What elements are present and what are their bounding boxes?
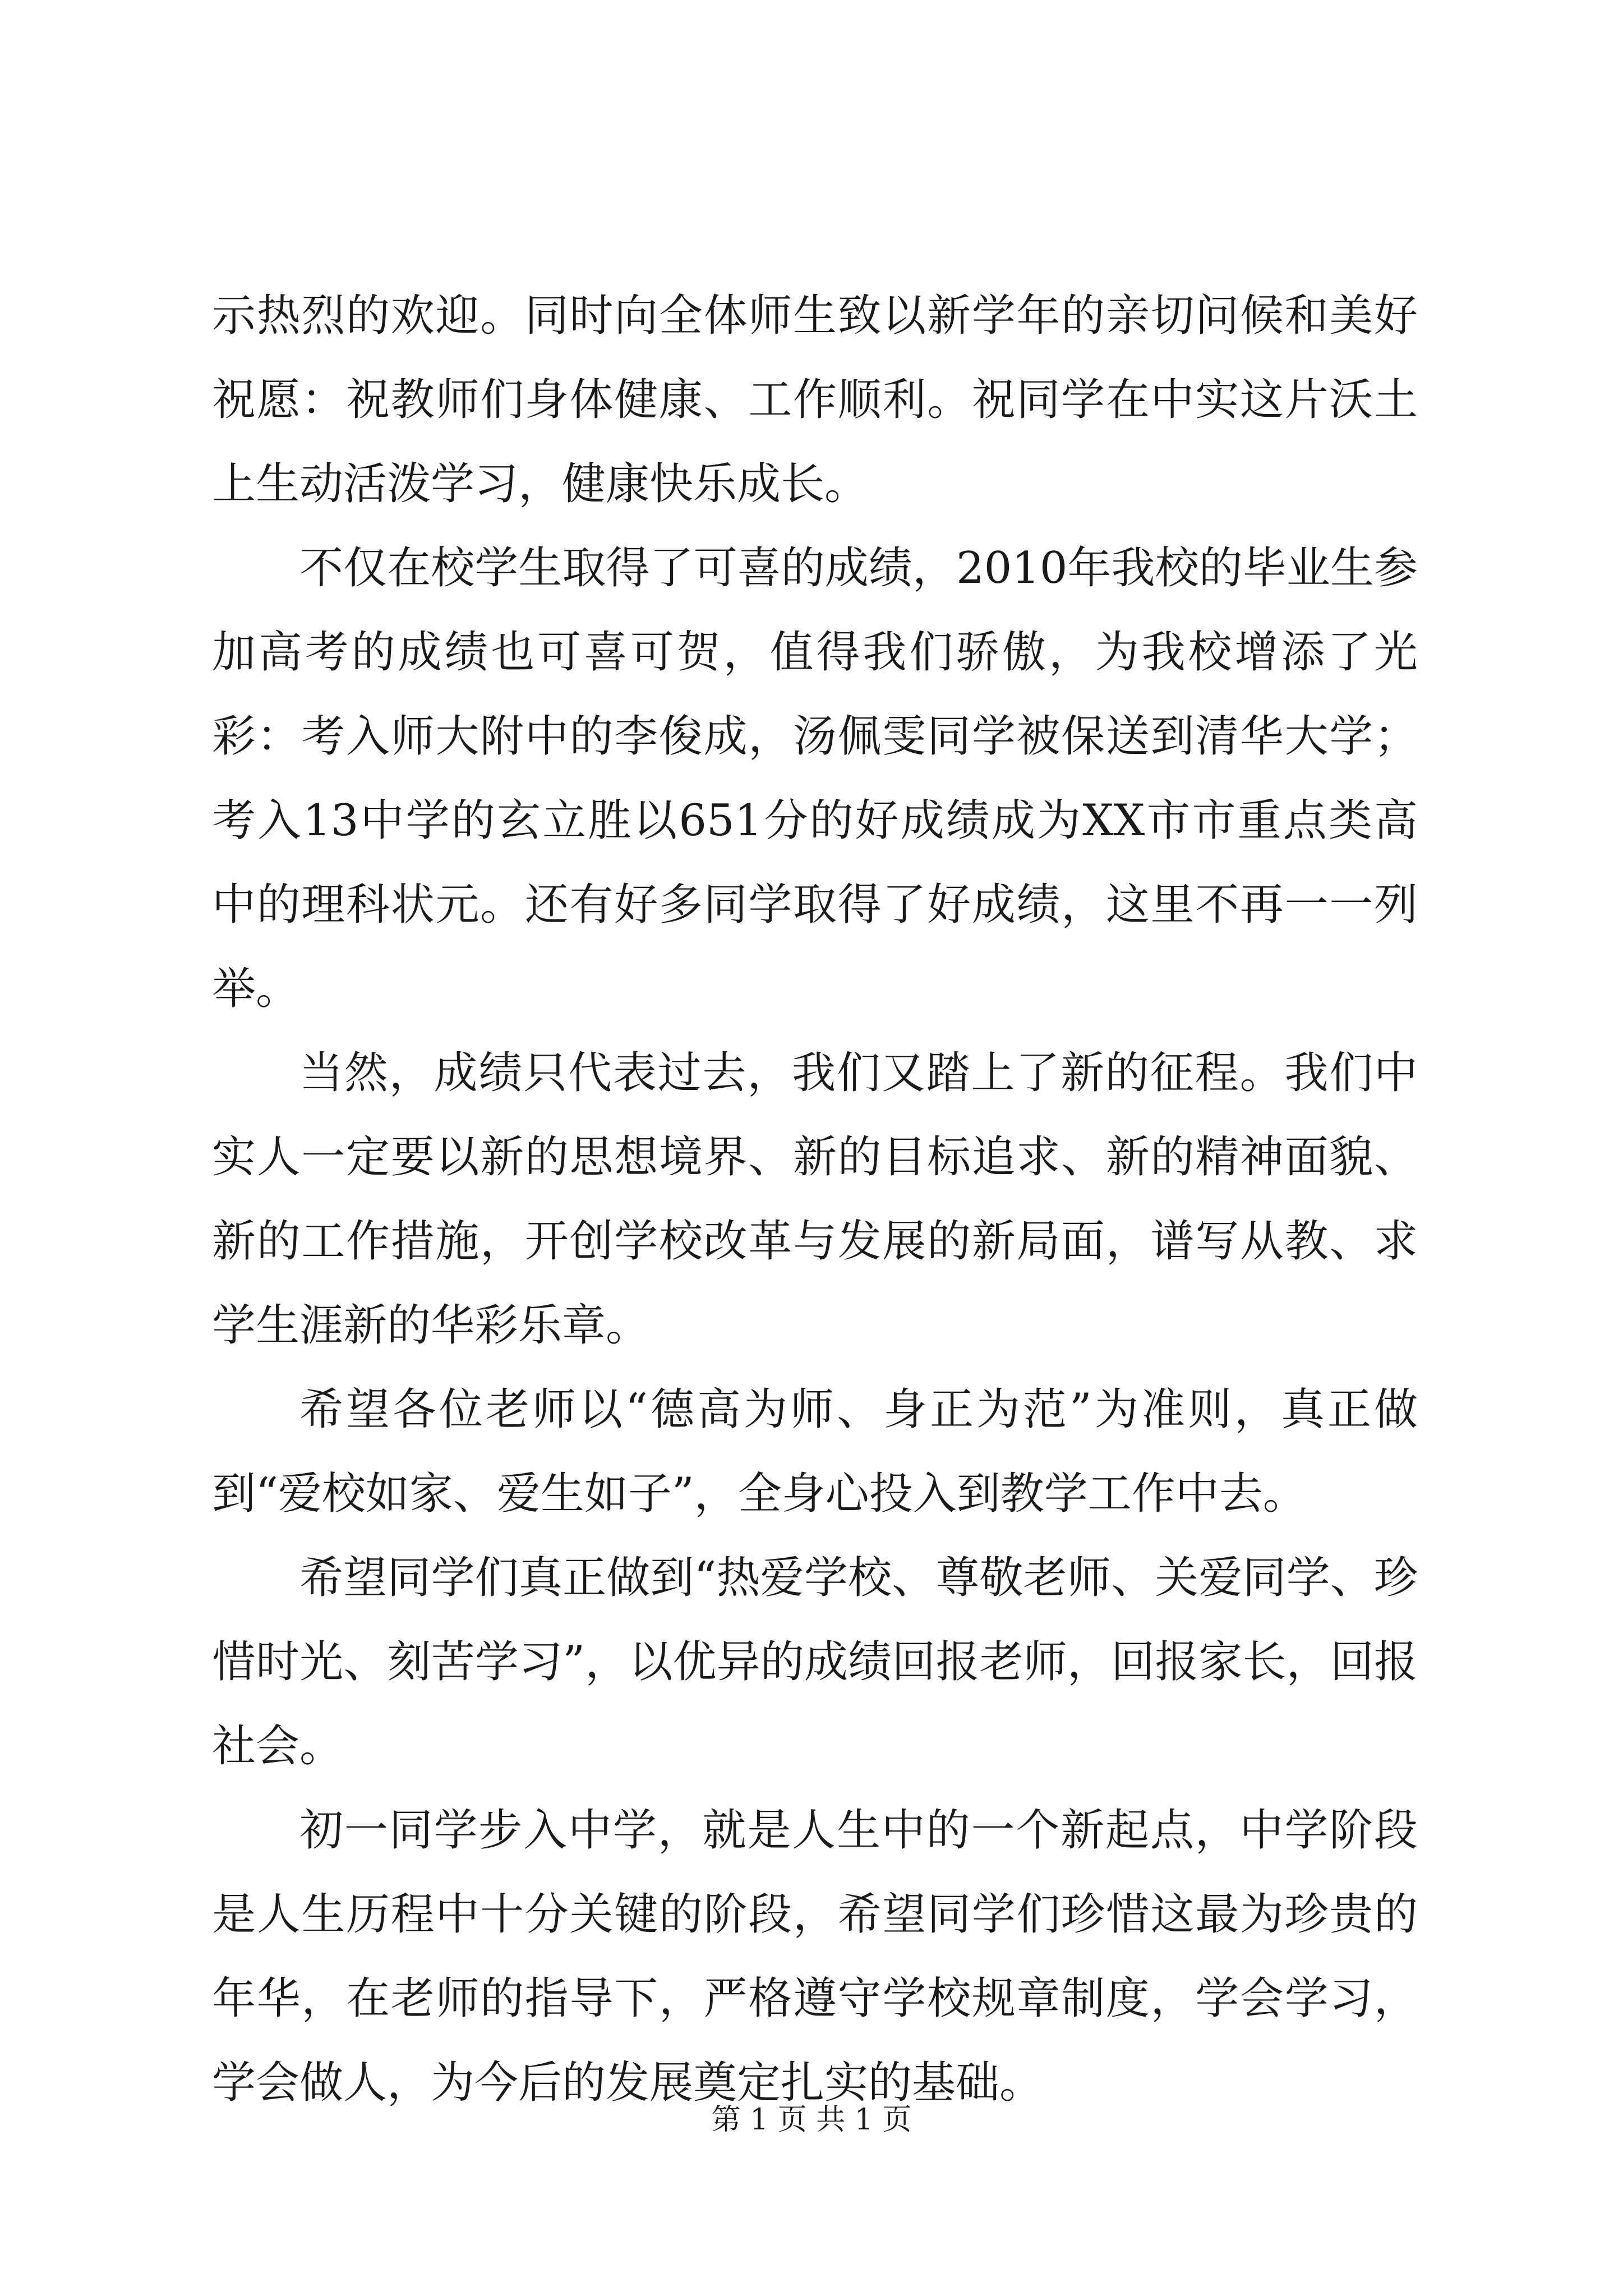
document-body (212, 274, 1418, 2125)
page-footer: 第 1 页 共 1 页 (711, 2103, 912, 2137)
paragraph-new-journey: 当然，成绩只代表过去，我们又踏上了新的征程。我们中实人一定要以新的思想境界、新的目标追求、新的精神面貌、新的工作措施，开创学校改革与发展的新局面，谱写从教、求学生涯新的华彩乐章。 (212, 1048, 1418, 1351)
paragraph-students-hope: 希望同学们真正做到“热爱学校、尊敬老师、关爱同学、珍惜时光、刻苦学习”，以优异的成绩回报老师，回报家长，回报社会。 (212, 1553, 1418, 1772)
paragraph-continuation: 示热烈的欢迎。同时向全体师生致以新学年的亲切问候和美好祝愿：祝教师们身体健康、工作顺利。祝同学在中实这片沃土上生动活泼学习，健康快乐成长。 (212, 291, 1418, 509)
paragraph-graduate-achievements: 不仅在校学生取得了可喜的成绩，2010年我校的毕业生参加高考的成绩也可喜可贺，值得我们骄傲，为我校增添了光彩：考入师大附中的李俊成，汤佩雯同学被保送到清华大学；考入13中学的玄立胜以651分的好成绩成为XX市市重点类高中的理科状元。还有好多同学取得了好成绩，这里不再一一列举。 (212, 543, 1418, 1014)
paragraph-new-students: 初一同学步入中学，就是人生中的一个新起点，中学阶段是人生历程中十分关键的阶段，希望同学们珍惜这最为珍贵的年华，在老师的指导下，严格遵守学校规章制度，学会学习，学会做人，为今后的发展奠定扎实的基础。 (212, 1805, 1418, 2108)
paragraph-teachers-hope: 希望各位老师以“德高为师、身正为范”为准则，真正做到“爱校如家、爱生如子”，全身心投入到教学工作中去。 (212, 1384, 1418, 1519)
